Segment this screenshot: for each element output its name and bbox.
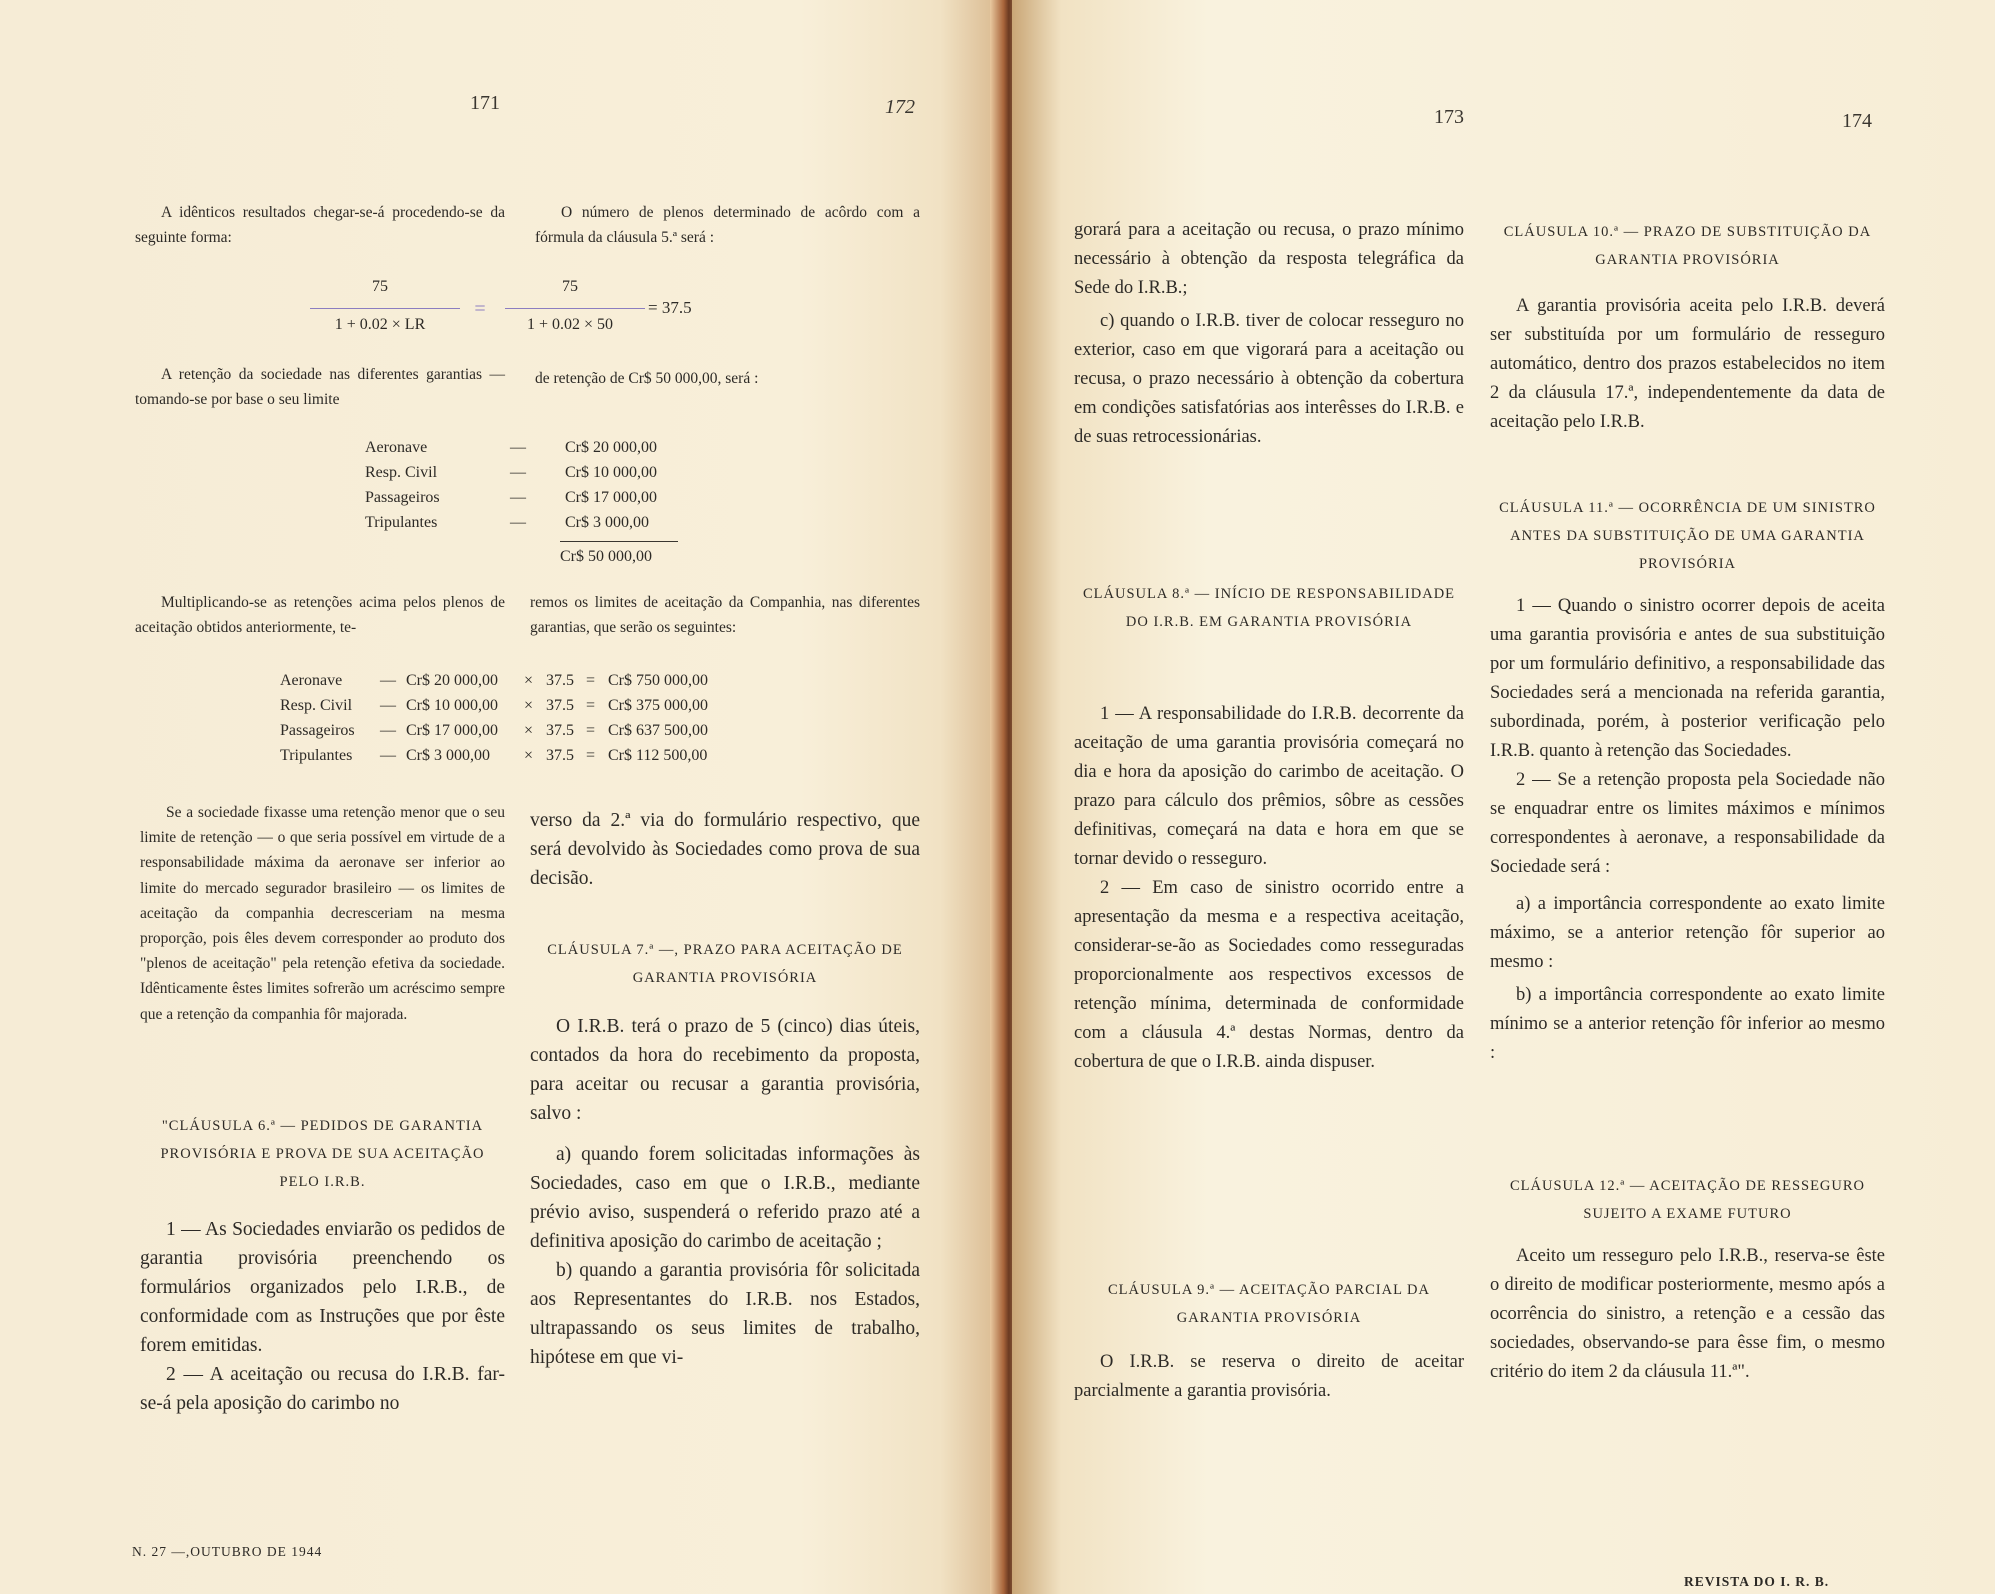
clausula-7-heading: CLÁUSULA 7.ª —, PRAZO PARA ACEITAÇÃO DE GARANTIA PROVISÓRIA — [547, 942, 903, 986]
retention-row: Passageiros — Cr$ 17 000,00 — [365, 489, 657, 506]
p171-retention: A retenção da sociedade nas diferentes garantias — tomando-se por base o seu limite — [135, 366, 505, 408]
p173-top: gorará para a aceitação ou recusa, o prazo mínimo necessário à obtenção da resposta telegráfica da Sede do I.R.B.; c) quando o I.R.B. tiver de colocar resseguro no exterior, caso em que vigorará para a aceitação ou recusa, o prazo necessário à obtenção da cobertura em condições satisfatórias aos interêsses do I.R.B. e de suas retrocessionárias. — [1074, 220, 1464, 447]
p174-clausula-11-body: 1 — Quando o sinistro ocorrer depois de aceita uma garantia provisória e antes de sua substituição por um formulário definitivo, a responsabilidade das Sociedades será a mencionada na referida garantia, subordinada, porém, à posterior verificação pelo I.R.B. quanto à retenção das Sociedades. 2 — Se a retenção proposta pela Sociedade não se enquadrar entre os limites máximos e mínimos correspondentes à aeronave, a responsabilidade da Sociedade será : a) a importância correspondente ao exato limite máximo, se a anterior retenção fôr superior ao mesmo : b) a importância correspondente ao exato limite mínimo se a anterior retenção fôr inferior ao mesmo : — [1490, 596, 1885, 1063]
p172-remos: remos os limites de aceitação da Companhia, nas diferentes garantias, que serão os seguintes: — [530, 594, 920, 636]
p174-clausula-12-body: Aceito um resseguro pelo I.R.B., reserva-se êste o direito de modificar posteriormente, mesmo após a ocorrência do sinistro, a retenção e a cessão das sociedades, observando-se para êsse fim, o mesmo critério do item 2 da cláusula 11.ª". — [1490, 1246, 1885, 1382]
clausula-8-heading: CLÁUSULA 8.ª — INÍCIO DE RESPONSABILIDADE DO I.R.B. EM GARANTIA PROVISÓRIA — [1082, 586, 1456, 630]
limits-row: Resp. Civil — Cr$ 10 000,00 × 37.5 = Cr$ 375 000,00 — [280, 697, 708, 714]
page-number-174: 174 — [1842, 110, 1872, 132]
clausula-9-heading: CLÁUSULA 9.ª — ACEITAÇÃO PARCIAL DA GARANTIA PROVISÓRIA — [1108, 1282, 1430, 1326]
formula-result: = 37.5 — [648, 298, 692, 317]
p173-clausula-8-body: 1 — A responsabilidade do I.R.B. decorrente da aceitação de uma garantia provisória começará no dia e hora da aposição do carimbo de aceitação. O prazo para cálculo dos prêmios, sôbre as cessões definitivas, começará na data e hora em que se tornar devido o resseguro. 2 — Em caso de sinistro ocorrido entre a apresentação da mesma e a respectiva aceitação, considerar-se-ão as Sociedades como resseguradas proporcionalmente aos respectivos excessos de retenção mínima, determinada de conformidade com a cláusula 4.ª destas Normas, dentro da cobertura de que o I.R.B. ainda dispuser. — [1074, 704, 1464, 1072]
formula-left-bar — [310, 308, 460, 309]
footer-journal: REVISTA DO I. R. B. — [1684, 1574, 1830, 1589]
retention-row: Aeronave — Cr$ 20 000,00 — [365, 439, 657, 456]
p171-se-sociedade: Se a sociedade fixasse uma retenção menor que o seu limite de retenção — o que seria possível em virtude de a responsabilidade máxima da aeronave ser inferior ao limite do mercado segurador brasileiro — os limites de aceitação da companhia decresceriam na mesma proporção, pois êles devem corresponder ao produto dos "plenos de aceitação" pela retenção efetiva da sociedade. Idênticamente êstes limites sofrerão um acréscimo sempre que a retenção da companhia fôr majorada. — [140, 804, 505, 1023]
p174-clausula-10-body: A garantia provisória aceita pelo I.R.B. deverá ser substituída por um formulário de resseguro automático, dentro dos prazos estabelecidos no item 2 da cláusula 17.ª, independentemente da data de aceitação pelo I.R.B. — [1490, 296, 1885, 432]
retention-total: Cr$ 50 000,00 — [560, 541, 678, 569]
formula-left-denominator: 1 + 0.02 × LR — [334, 316, 426, 333]
limits-row: Tripulantes — Cr$ 3 000,00 × 37.5 = Cr$ 112 500,00 — [280, 747, 708, 764]
page-number-172: 172 — [885, 96, 915, 118]
p172-verso: verso da 2.ª via do formulário respectivo, que será devolvido às Sociedades como prova de sua decisão. — [530, 810, 920, 889]
formula-right-denominator: 1 + 0.02 × 50 — [526, 316, 614, 333]
p172-retention: de retenção de Cr$ 50 000,00, será : — [535, 370, 759, 387]
p171-multiplicando: Multiplicando-se as retenções acima pelos plenos de aceitação obtidos anteriormente, te- — [135, 594, 505, 636]
retention-row: Resp. Civil — Cr$ 10 000,00 — [365, 464, 657, 481]
clausula-12-heading: CLÁUSULA 12.ª — ACEITAÇÃO DE RESSEGURO SUJEITO A EXAME FUTURO — [1509, 1178, 1866, 1222]
clausula-10-heading: CLÁUSULA 10.ª — PRAZO DE SUBSTITUIÇÃO DA GARANTIA PROVISÓRIA — [1503, 224, 1872, 268]
formula-right-numerator: 75 — [562, 278, 578, 295]
p171-clausula-6-body: 1 — As Sociedades enviarão os pedidos de garantia provisória preenchendo os formulários organizados pelo I.R.B., de conformidade com as Instruções que por êste forem emitidas. 2 — A aceitação ou recusa do I.R.B. far-se-á pela aposição do carimbo no — [140, 1219, 505, 1414]
clausula-11-heading: CLÁUSULA 11.ª — OCORRÊNCIA DE UM SINISTRO ANTES DA SUBSTITUIÇÃO DE UMA GARANTIA PROVISÓRIA — [1499, 500, 1876, 572]
page-number-171: 171 — [470, 92, 500, 114]
limits-row: Passageiros — Cr$ 17 000,00 × 37.5 = Cr$ 637 500,00 — [280, 722, 708, 739]
formula-left-numerator: 75 — [372, 278, 388, 295]
acceptance-limits-table — [280, 668, 708, 768]
limits-row: Aeronave — Cr$ 20 000,00 × 37.5 = Cr$ 750 000,00 — [280, 672, 708, 689]
p173-clausula-9-body: O I.R.B. se reserva o direito de aceitar parcialmente a garantia provisória. — [1074, 1352, 1464, 1401]
page-173-174 — [1012, 0, 1995, 1594]
p172-clausula-7-body: O I.R.B. terá o prazo de 5 (cinco) dias úteis, contados da hora do recebimento da proposta, para aceitar ou recusar a garantia provisória, salvo : a) quando forem solicitadas informações às Sociedades, caso em que o I.R.B., mediante prévio aviso, suspenderá o referido prazo até a definitiva aposição do carimbo de aceitação ; b) quando a garantia provisória fôr solicitada aos Representantes do I.R.B. nos Estados, ultrapassando os seus limites de trabalho, hipótese em que vi- — [530, 1016, 920, 1368]
retention-row: Tripulantes — Cr$ 3 000,00 — [365, 514, 649, 531]
formula-equals: = — [474, 298, 486, 320]
page-number-173: 173 — [1434, 106, 1464, 128]
retention-table — [365, 435, 678, 569]
footer-issue: N. 27 —,OUTUBRO DE 1944 — [132, 1544, 323, 1559]
p172-intro: O número de plenos determinado de acôrdo com a fórmula da cláusula 5.ª será : — [535, 204, 920, 246]
p171-intro: A idênticos resultados chegar-se-á procedendo-se da seguinte forma: — [135, 204, 505, 246]
clausula-6-heading: "CLÁUSULA 6.ª — PEDIDOS DE GARANTIA PROVISÓRIA E PROVA DE SUA ACEITAÇÃO PELO I.R.B. — [160, 1118, 485, 1190]
formula-right-bar — [505, 308, 645, 309]
